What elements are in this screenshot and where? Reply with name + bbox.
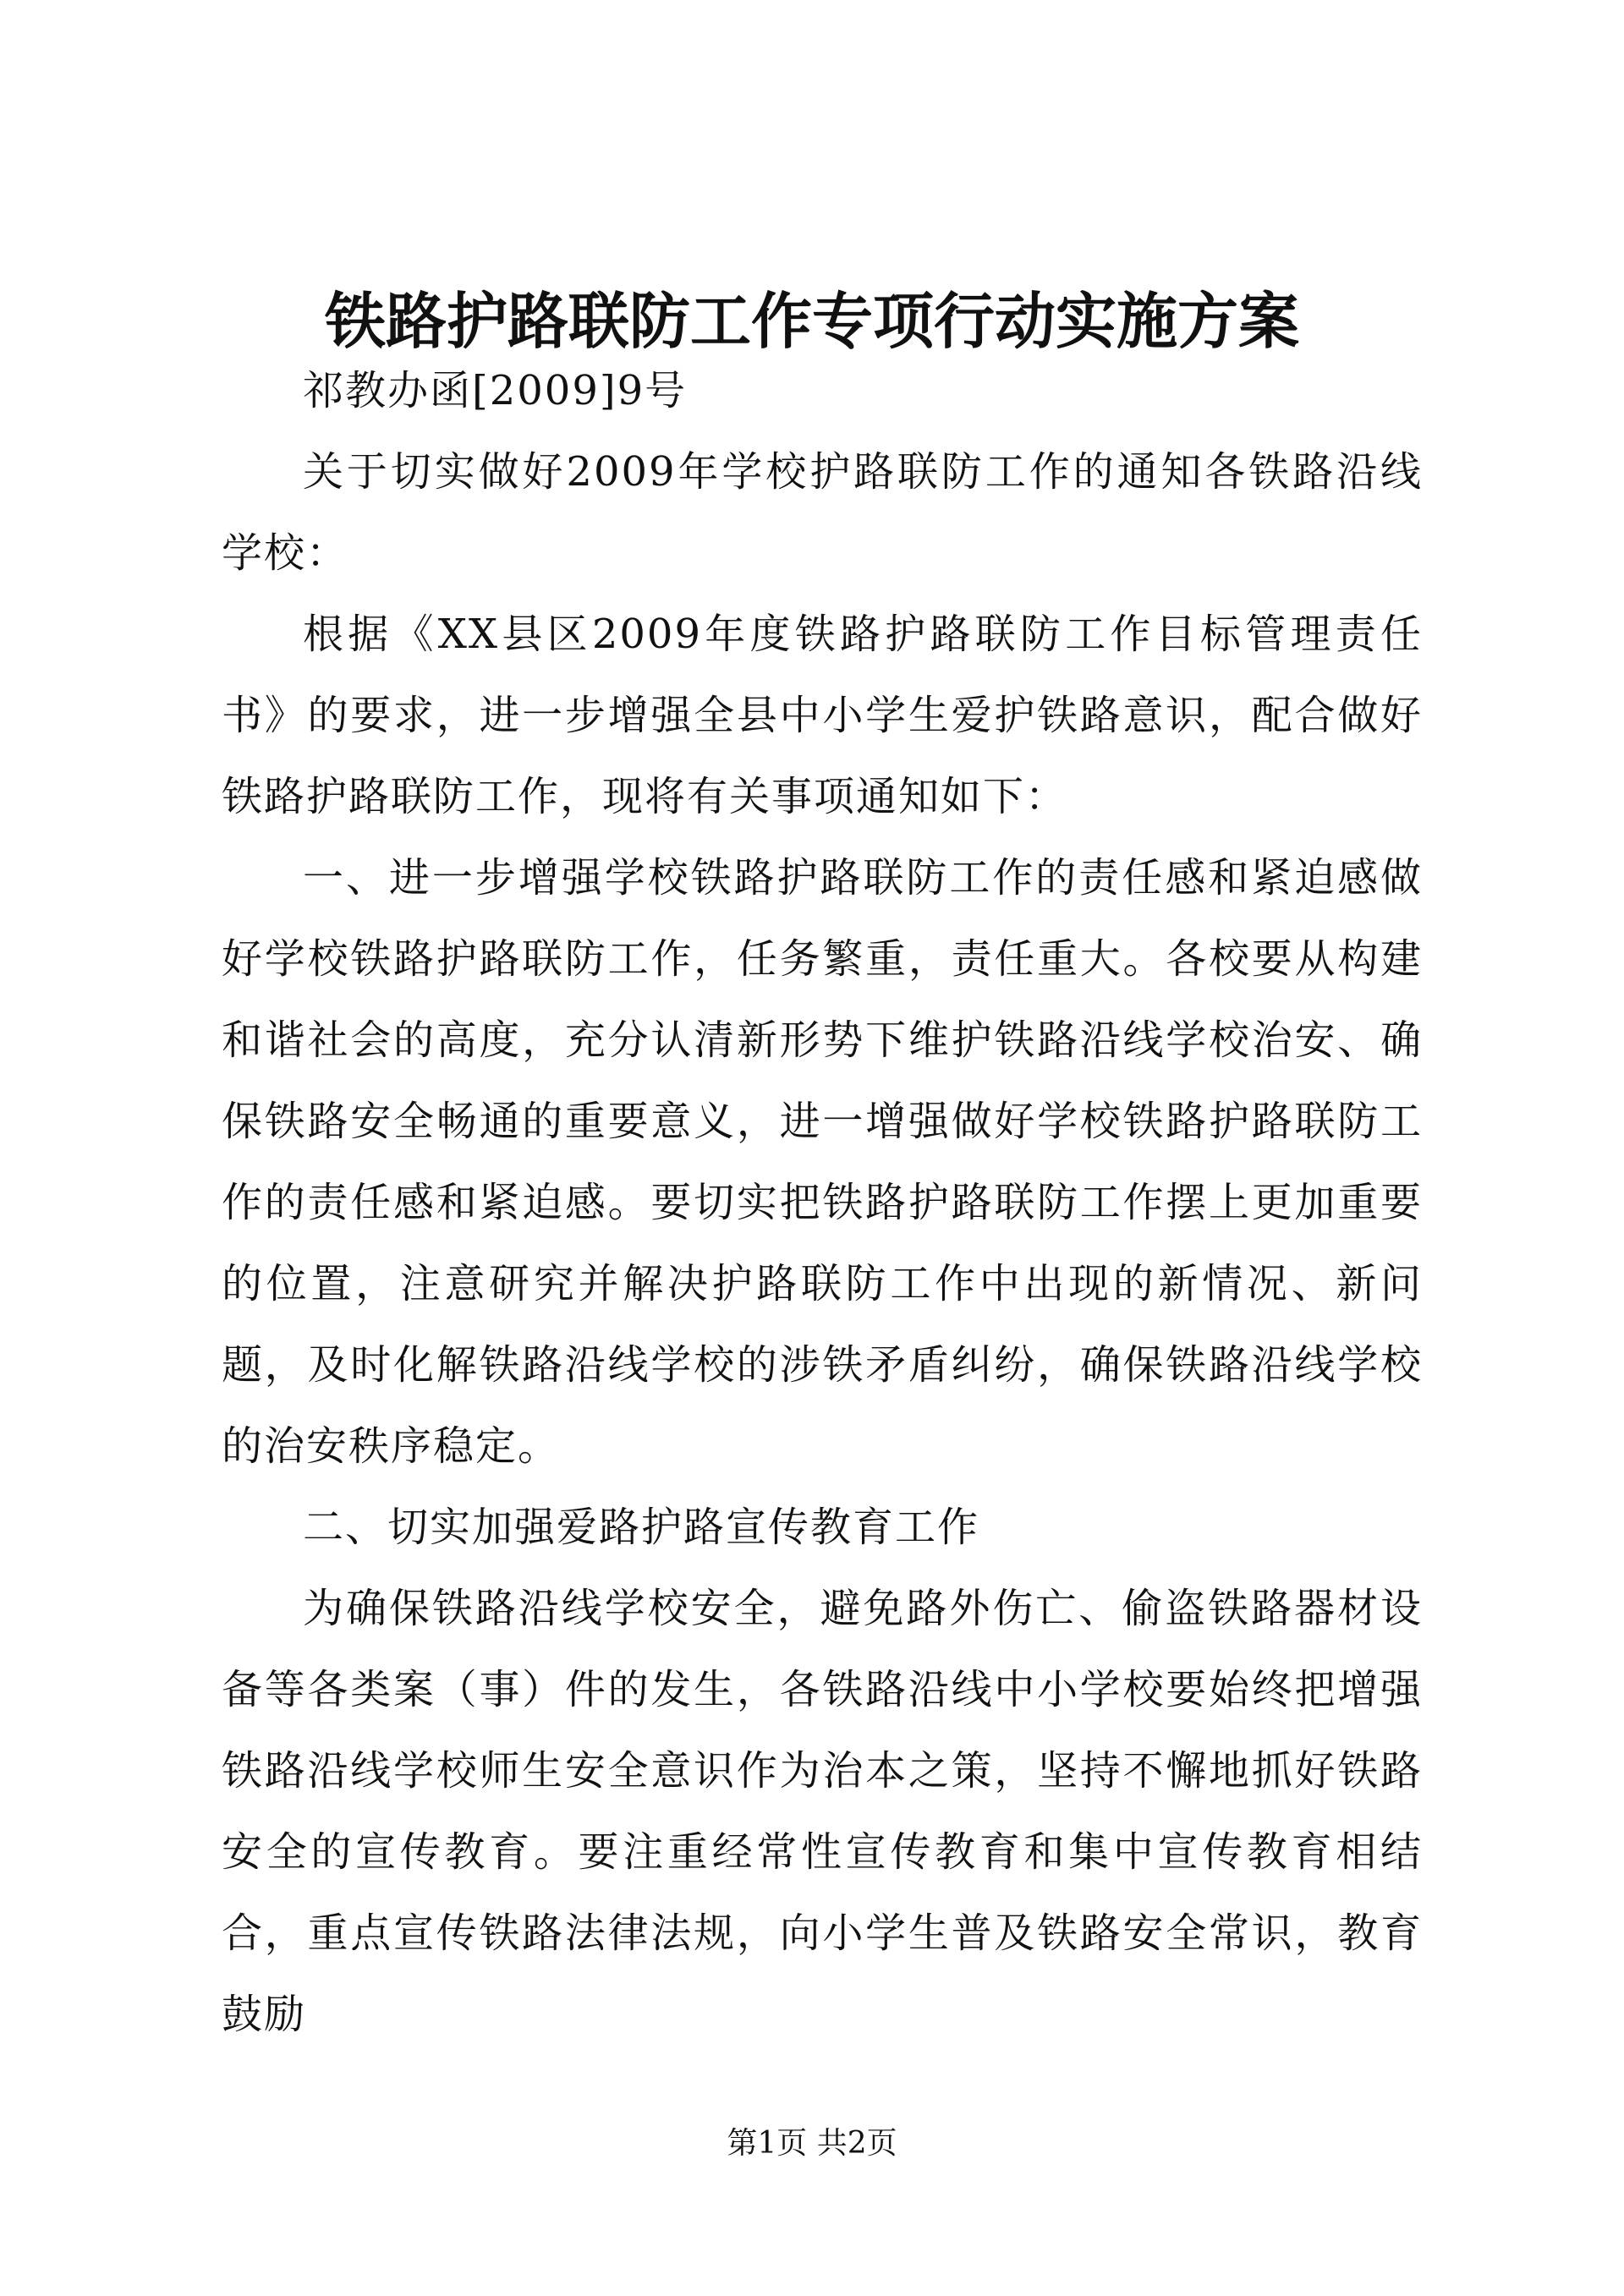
section-heading-2: 二、切实加强爱路护路宣传教育工作 — [303, 1504, 980, 1551]
paragraph-5: 为确保铁路沿线学校安全，避免路外伤亡、偷盗铁路器材设备等各类案（事）件的发生，各铁路沿线中小学校要始终把增强铁路沿线学校师生安全意识作为治本之策，坚持不懈地抓好铁路安全的宣传教育。要注重经常性宣传教育和集中宣传教育相结合，重点宣传铁路法律法规，向小学生普及铁路安全常识，教育鼓励 — [222, 1585, 1423, 2038]
doc-number: 祁教办函[2009]9号 — [303, 367, 688, 414]
page-footer: 第1页 共2页 — [727, 2126, 897, 2161]
document-title: 铁路护路联防工作专项行动实施方案 — [324, 285, 1299, 357]
document-body — [222, 350, 1423, 2055]
paragraph-2: 根据《XX县区2009年度铁路护路联防工作目标管理责任书》的要求，进一步增强全县中小学生爱护铁路意识，配合做好铁路护路联防工作，现将有关事项通知如下： — [222, 611, 1423, 820]
paragraph-1: 关于切实做好2009年学校护路联防工作的通知各铁路沿线学校： — [222, 448, 1423, 577]
paragraph-3: 一、进一步增强学校铁路护路联防工作的责任感和紧迫感做好学校铁路护路联防工作，任务繁重，责任重大。各校要从构建和谐社会的高度，充分认清新形势下维护铁路沿线学校治安、确保铁路安全畅通的重要意义，进一增强做好学校铁路护路联防工作的责任感和紧迫感。要切实把铁路护路联防工作摆上更加重要的位置，注意研究并解决护路联防工作中出现的新情况、新问题，及时化解铁路沿线学校的涉铁矛盾纠纷，确保铁路沿线学校的治安秩序稳定。 — [222, 854, 1423, 1470]
